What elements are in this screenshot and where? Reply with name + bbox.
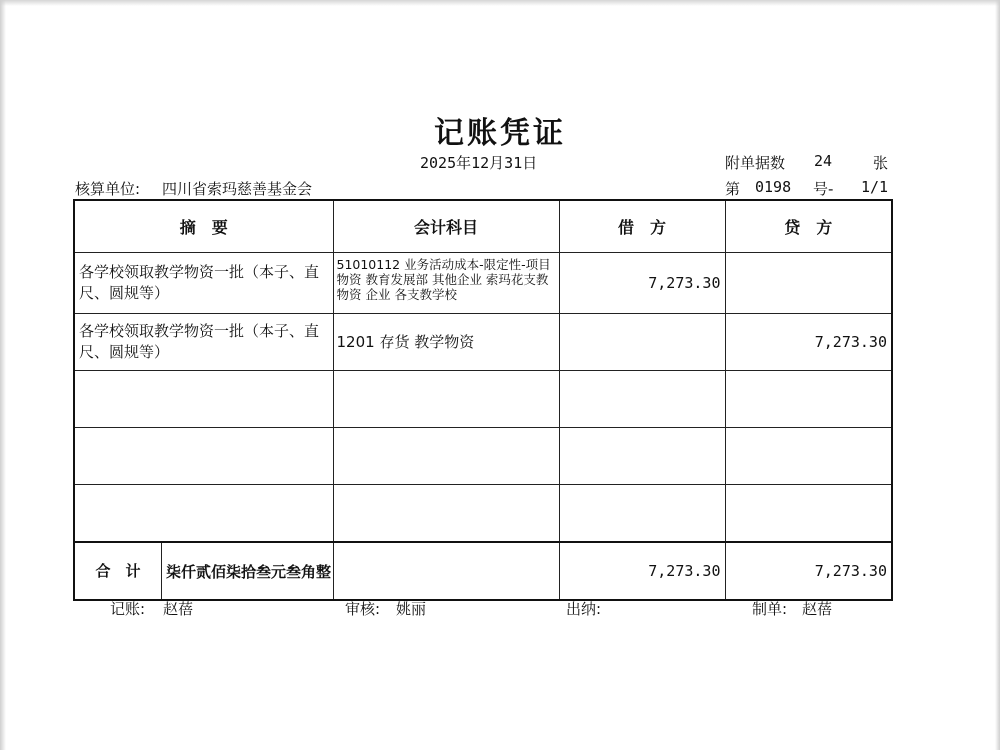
voucher-table — [73, 199, 893, 601]
reviewer-label: 审核: — [345, 600, 381, 618]
total-account-cell — [333, 542, 559, 600]
total-row — [74, 542, 892, 600]
empty-row — [74, 485, 892, 543]
empty-cell — [725, 485, 892, 543]
empty-cell — [559, 428, 725, 485]
empty-row — [74, 428, 892, 485]
header-debit: 借 方 — [559, 200, 725, 253]
header-summary: 摘 要 — [74, 200, 333, 253]
unit-label: 核算单位: — [75, 180, 141, 198]
debit-cell — [559, 314, 725, 371]
number-suffix: 号- — [813, 180, 834, 198]
voucher-number: 0198 — [755, 178, 792, 196]
preparer-name: 赵蓓 — [802, 600, 833, 618]
reviewer-name: 姚丽 — [396, 600, 427, 618]
preparer-label: 制单: — [752, 600, 788, 618]
empty-row — [74, 371, 892, 428]
table-row — [74, 314, 892, 371]
credit-cell — [725, 253, 892, 314]
header-row — [74, 200, 892, 253]
total-debit: 7,273.30 — [559, 542, 725, 600]
attachments-label: 附单据数 — [725, 154, 786, 172]
page-indicator: 1/1 — [861, 178, 889, 196]
debit-cell: 7,273.30 — [559, 253, 725, 314]
total-amount-in-words: 柒仟贰佰柒拾叁元叁角整 — [166, 562, 332, 581]
total-summary-cell — [74, 542, 333, 600]
empty-cell — [74, 428, 333, 485]
empty-cell — [74, 371, 333, 428]
bookkeeper-label: 记账: — [110, 600, 146, 618]
account-cell: 51010112 业务活动成本-限定性-项目物资 教育发展部 其他企业 索玛花支教 物资 企业 各支教学校 — [333, 253, 559, 314]
credit-cell: 7,273.30 — [725, 314, 892, 371]
empty-cell — [74, 485, 333, 543]
empty-cell — [559, 485, 725, 543]
empty-cell — [725, 371, 892, 428]
account-cell: 1201 存货 教学物资 — [333, 314, 559, 371]
summary-cell: 各学校领取教学物资一批（本子、直尺、圆规等） — [74, 253, 333, 314]
total-credit: 7,273.30 — [725, 542, 892, 600]
total-label: 合 计 — [75, 543, 162, 599]
table-row — [74, 253, 892, 314]
attachments-unit: 张 — [873, 154, 889, 172]
summary-cell: 各学校领取教学物资一批（本子、直尺、圆规等） — [74, 314, 333, 371]
header-account: 会计科目 — [333, 200, 559, 253]
empty-cell — [725, 428, 892, 485]
empty-cell — [333, 485, 559, 543]
number-prefix: 第 — [725, 180, 741, 198]
bookkeeper-name: 赵蓓 — [163, 600, 194, 618]
voucher-title: 记账凭证 — [434, 116, 566, 151]
empty-cell — [333, 428, 559, 485]
scan-edge-top — [0, 0, 1000, 6]
voucher-date: 2025年12月31日 — [420, 154, 538, 172]
empty-cell — [559, 371, 725, 428]
unit-name: 四川省索玛慈善基金会 — [162, 180, 313, 198]
attachments-count: 24 — [814, 152, 833, 170]
cashier-label: 出纳: — [566, 600, 602, 618]
header-credit: 贷 方 — [725, 200, 892, 253]
empty-cell — [333, 371, 559, 428]
